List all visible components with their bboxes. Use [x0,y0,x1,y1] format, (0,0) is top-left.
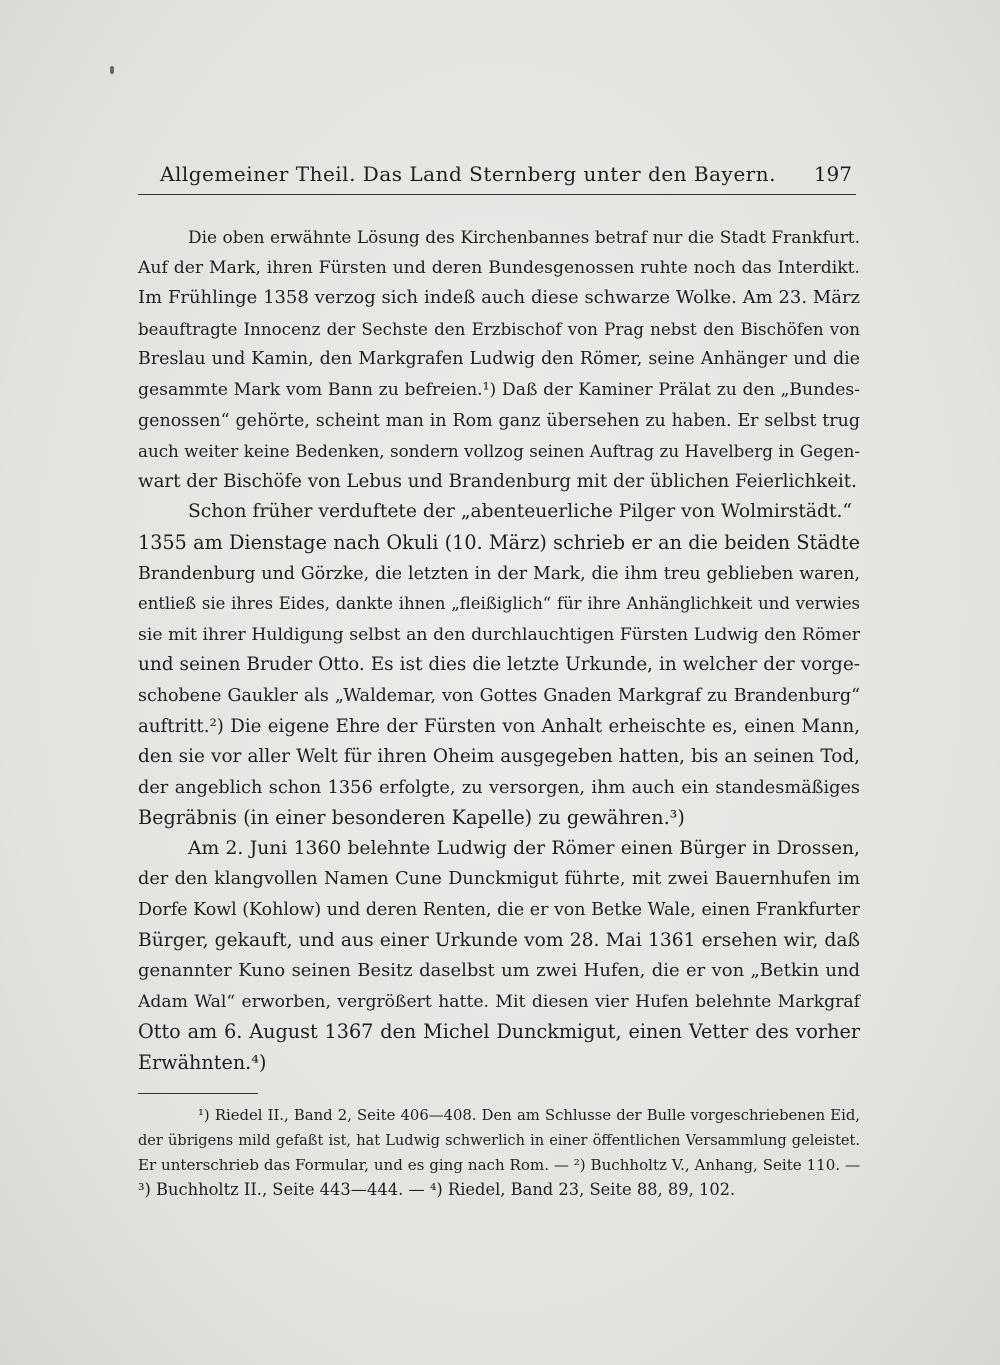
text-line: sie mit ihrer Huldigung selbst an den durchlauchtigen Fürsten Ludwig den Römer [138,624,860,645]
text-line: auftritt.²) Die eigene Ehre der Fürsten von Anhalt erheischte es, einen Mann, [138,715,860,737]
running-head [138,160,858,188]
text-line: der angeblich schon 1356 erfolgte, zu versorgen, ihm auch ein standesmäßiges [138,777,860,798]
text-line: Am 2. Juni 1360 belehnte Ludwig der Römer einen Bürger in Drossen, [188,837,860,859]
header-rule [138,194,856,195]
text-line: genannter Kuno seinen Besitz daselbst um zwei Hufen, die er von „Betkin und [138,960,860,982]
footnotes [138,1104,860,1202]
footnote-line: Er unterschrieb das Formular, und es ging nach Rom. — ²) Buchholtz V., Anhang, Seite 110. — [138,1156,860,1175]
running-head-title: Allgemeiner Theil. Das Land Sternberg unter den Bayern. [160,162,776,186]
footnote-line: ¹) Riedel II., Band 2, Seite 406—408. Den am Schlusse der Bulle vorgeschriebenen Eid, [198,1107,860,1124]
text-line: der den klangvollen Namen Cune Dunckmigut führte, mit zwei Bauernhufen im [138,869,860,890]
text-line: gesammte Mark vom Bann zu befreien.¹) Daß der Kaminer Prälat zu den „Bundes- [138,379,860,400]
text-line: Dorfe Kowl (Kohlow) und deren Renten, die er von Betke Wale, einen Frankfurter [138,900,860,921]
text-line: den sie vor aller Welt für ihren Oheim ausgegeben hatten, bis an seinen Tod, [138,746,860,768]
page-number: 197 [813,162,852,186]
text-line: Schon früher verduftete der „abenteuerliche Pilger von Wolmirstädt.“ [188,501,852,523]
text-line: genossen“ gehörte, scheint man in Rom ganz übersehen zu haben. Er selbst trug [138,410,860,431]
text-line: auch weiter keine Bedenken, sondern vollzog seinen Auftrag zu Havelberg in Gegen- [138,441,860,462]
text-line: entließ sie ihres Eides, dankte ihnen „fleißiglich“ für ihre Anhänglichkeit und verwies [138,594,860,614]
text-line: Bürger, gekauft, und aus einer Urkunde vom 28. Mai 1361 ersehen wir, daß [138,929,860,951]
text-line: schobene Gaukler als „Waldemar, von Gottes Gnaden Markgraf zu Brandenburg“ [138,685,860,706]
text-line: Breslau und Kamin, den Markgrafen Ludwig den Römer, seine Anhänger und die [138,349,860,370]
text-line: wart der Bischöfe von Lebus und Brandenburg mit der üblichen Feierlichkeit. [138,470,857,492]
text-line: 1355 am Dienstage nach Okuli (10. März) schrieb er an die beiden Städte [138,530,860,554]
text-line: Adam Wal“ erworben, vergrößert hatte. Mit diesen vier Hufen belehnte Markgraf [138,991,860,1012]
footnote-line: der übrigens mild gefaßt ist, hat Ludwig schwerlich in einer öffentlichen Versammlung geleistet. [138,1131,860,1149]
text-line: Begräbnis (in einer besonderen Kapelle) zu gewähren.³) [138,806,685,830]
text-line: Otto am 6. August 1367 den Michel Dunckmigut, einen Vetter des vorher [138,1020,860,1044]
footnote-rule [138,1093,258,1094]
print-speck [110,66,114,74]
text-line: und seinen Bruder Otto. Es ist dies die letzte Urkunde, in welcher der vorge- [138,654,860,676]
text-line: Brandenburg und Görzke, die letzten in der Mark, die ihm treu geblieben waren, [138,563,860,584]
text-line: Im Frühlinge 1358 verzog sich indeß auch diese schwarze Wolke. Am 23. März [138,287,860,309]
text-line: Die oben erwähnte Lösung des Kirchenbannes betraf nur die Stadt Frankfurt. [188,227,860,247]
text-line: beauftragte Innocenz der Sechste den Erzbischof von Prag nebst den Bischöfen von [138,318,860,339]
footnote-line: ³) Buchholtz II., Seite 443—444. — ⁴) Riedel, Band 23, Seite 88, 89, 102. [138,1179,736,1199]
body-text [138,222,860,1079]
text-line: Auf der Mark, ihren Fürsten und deren Bundesgenossen ruhte noch das Interdikt. [138,257,860,278]
text-line: Erwähnten.⁴) [138,1051,267,1075]
